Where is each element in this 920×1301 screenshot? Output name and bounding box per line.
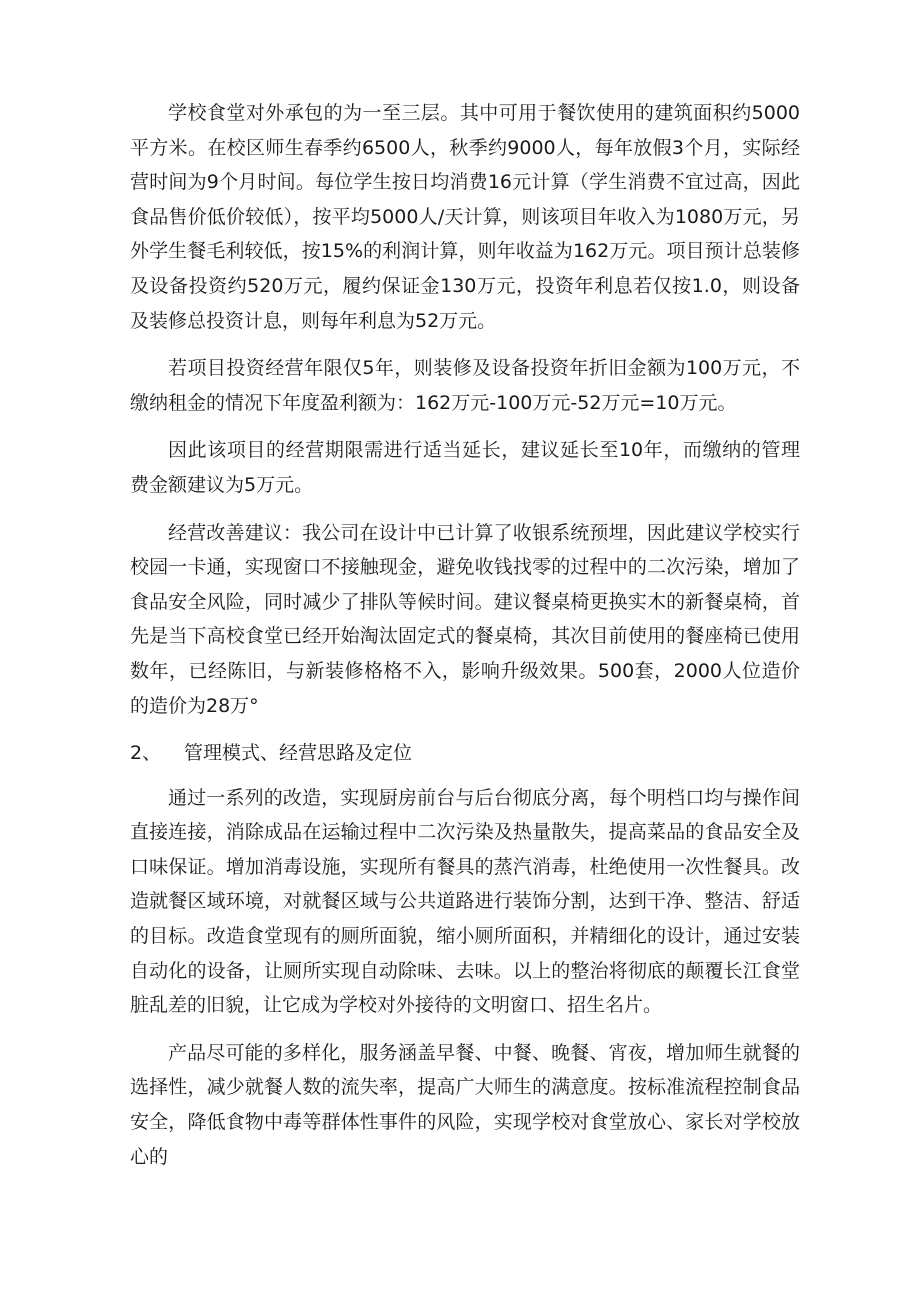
paragraph-canteen-revenue: 学校食堂对外承包的为一至三层。其中可用于餐饮使用的建筑面积约5000平方米。在校区师生春季约6500人，秋季约9000人，每年放假3个月，实际经营时间为9个月时间。每位学生按日均消费16元计算（学生消费不宜过高，因此食品售价低价较低），按平均5000人/天计算，则该项目年收入为1080万元，另外学生餐毛利较低，按15%的利润计算，则年收益为162万元。项目预计总装修及设备投资约520万元，履约保证金130万元，投资年利息若仅按1.0，则设备及装修总投资计息，则每年利息为52万元。 [130, 102, 800, 332]
section-number: 2、 [130, 742, 162, 765]
section-title: 管理模式、经营思路及定位 [184, 742, 413, 765]
paragraph-product-diversity: 产品尽可能的多样化，服务涵盖早餐、中餐、晚餐、宵夜，增加师生就餐的选择性，减少就餐人数的流失率，提高广大师生的满意度。按标准流程控制食品安全，降低食物中毒等群体性事件的风险，实现学校对食堂放心、家长对学校放心的 [130, 1041, 800, 1168]
paragraph-term-extension: 因此该项目的经营期限需进行适当延长，建议延长至10年，而缴纳的管理费金额建议为5万元。 [130, 439, 800, 496]
paragraph-renovation: 通过一系列的改造，实现厨房前台与后台彻底分离，每个明档口均与操作间直接连接，消除成品在运输过程中二次污染及热量散失，提高菜品的食品安全及口味保证。增加消毒设施，实现所有餐具的蒸汽消毒，杜绝使用一次性餐具。改造就餐区域环境，对就餐区域与公共道路进行装饰分割，达到干净、整洁、舒适的目标。改造食堂现有的厕所面貌，缩小厕所面积，并精细化的设计，通过安装自动化的设备，让厕所实现自动除味、去味。以上的整治将彻底的颠覆长江食堂脏乱差的旧貌，让它成为学校对外接待的文明窗口、招生名片。 [130, 786, 800, 1017]
paragraph-depreciation-profit: 若项目投资经营年限仅5年，则装修及设备投资年折旧金额为100万元，不缴纳租金的情况下年度盈利额为：162万元-100万元-52万元=10万元。 [130, 357, 800, 414]
document-body [130, 96, 800, 1187]
paragraph-improvement-suggestions: 经营改善建议：我公司在设计中已计算了收银系统预埋，因此建议学校实行校园一卡通，实现窗口不接触现金，避免收钱找零的过程中的二次污染，增加了食品安全风险，同时减少了排队等候时间。建议餐桌椅更换实木的新餐桌椅，首先是当下高校食堂已经开始淘汰固定式的餐桌椅，其次目前使用的餐座椅已使用数年，已经陈旧，与新装修格格不入，影响升级效果。500套，2000人位造价的造价为28万° [130, 521, 800, 717]
section-heading [130, 736, 800, 771]
